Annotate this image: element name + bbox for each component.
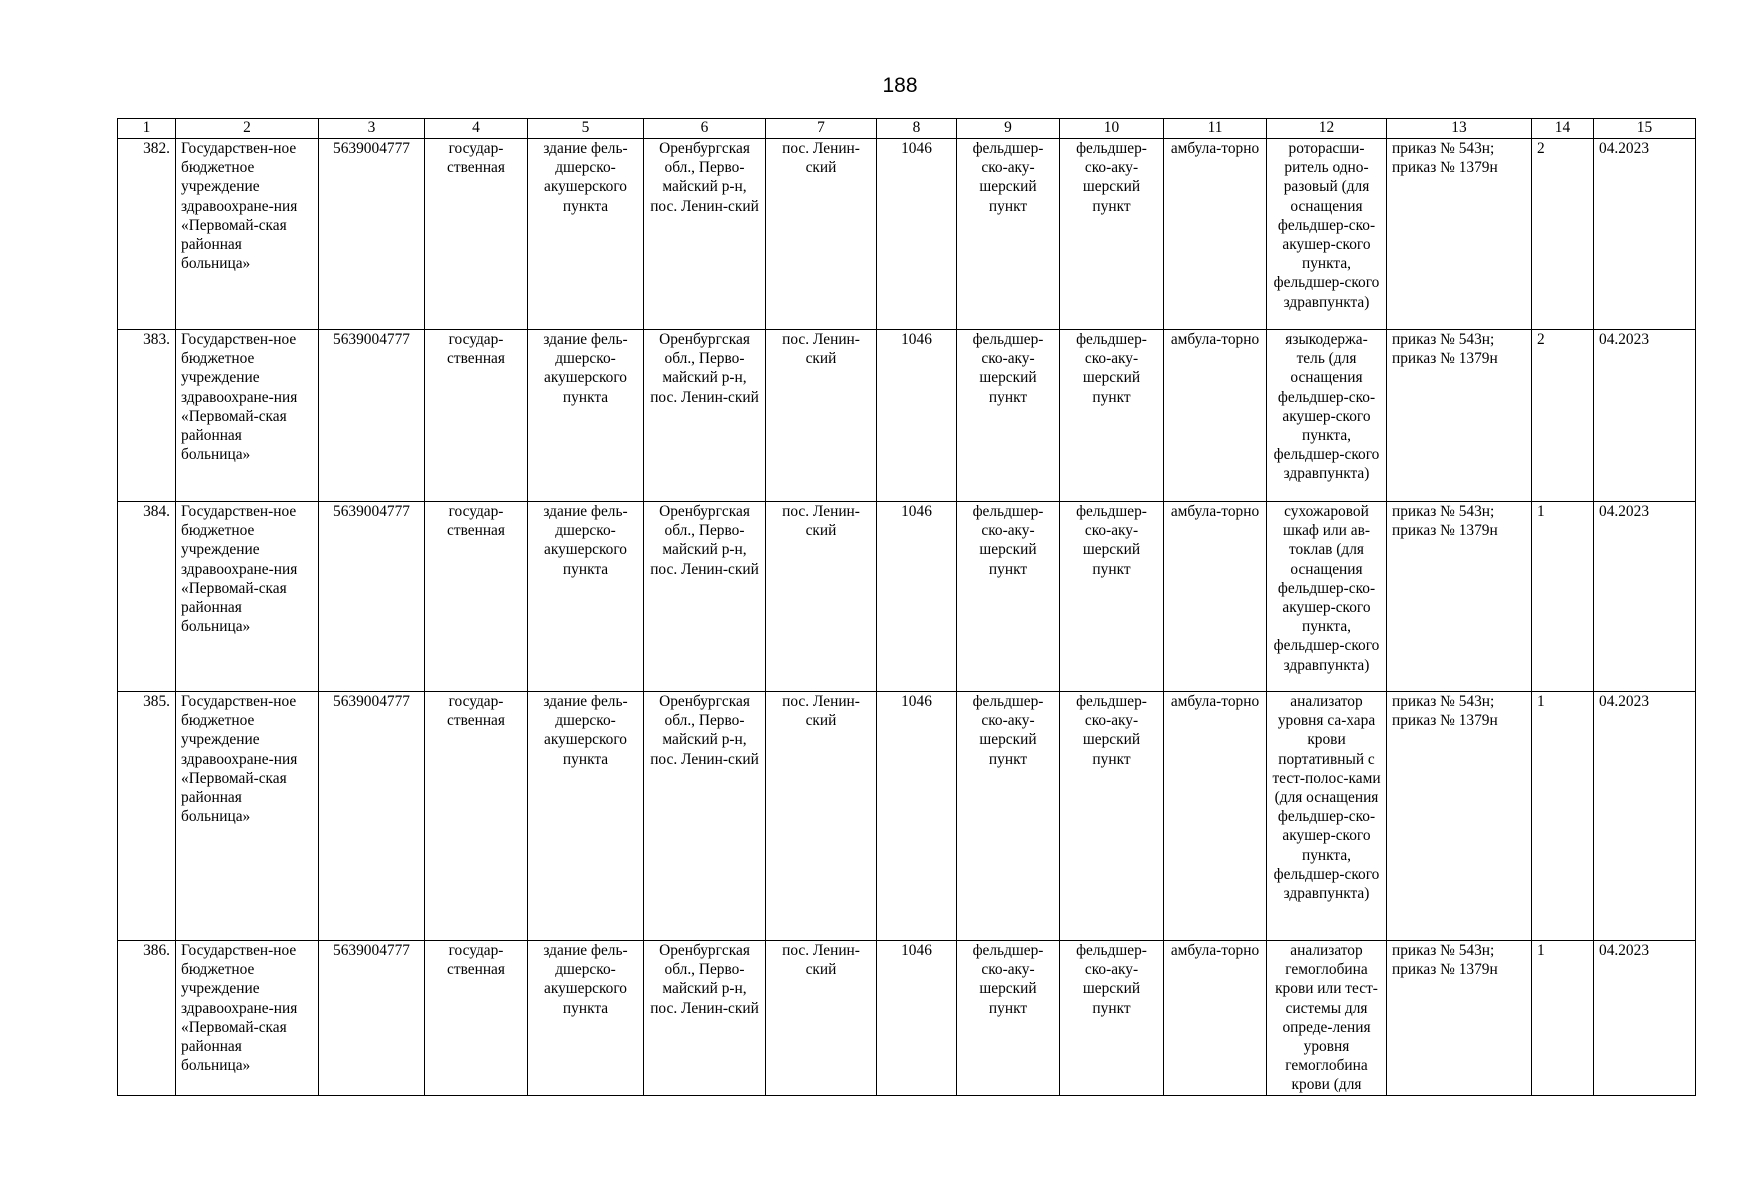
unit-type-cell: фельдшер-ско-аку-шерский пункт — [957, 139, 1060, 330]
code-cell: 1046 — [877, 692, 957, 941]
column-number: 13 — [1387, 119, 1532, 139]
row-number: 382. — [118, 139, 176, 330]
column-number: 5 — [528, 119, 644, 139]
date-cell: 04.2023 — [1594, 692, 1696, 941]
inn-cell: 5639004777 — [319, 941, 425, 1096]
inn-cell: 5639004777 — [319, 692, 425, 941]
unit-type-cell: фельдшер-ско-аку-шерский пункт — [957, 692, 1060, 941]
unit-type-cell: фельдшер-ско-аку-шерский пункт — [957, 502, 1060, 692]
code-cell: 1046 — [877, 330, 957, 502]
equipment-cell: анализатор гемоглобина крови или тест-системы для опреде-ления уровня гемоглобина крови (для — [1267, 941, 1387, 1096]
settlement-cell: пос. Ленин-ский — [766, 330, 877, 502]
table-row — [118, 502, 1696, 692]
date-cell: 04.2023 — [1594, 330, 1696, 502]
care-form-cell: амбула-торно — [1164, 139, 1267, 330]
settlement-cell: пос. Ленин-ский — [766, 139, 877, 330]
table-row — [118, 139, 1696, 330]
settlement-cell: пос. Ленин-ский — [766, 692, 877, 941]
care-form-cell: амбула-торно — [1164, 941, 1267, 1096]
building-cell: здание фель-дшерско-акушерского пункта — [528, 330, 644, 502]
order-cell: приказ № 543н; приказ № 1379н — [1387, 941, 1532, 1096]
quantity-cell: 1 — [1532, 502, 1594, 692]
inn-cell: 5639004777 — [319, 330, 425, 502]
organization-cell: Государствен-ное бюджетное учреждение здравоохране-ния «Первомай-ская районная больница» — [176, 139, 319, 330]
inn-cell: 5639004777 — [319, 139, 425, 330]
care-form-cell: амбула-торно — [1164, 692, 1267, 941]
column-number: 2 — [176, 119, 319, 139]
quantity-cell: 2 — [1532, 139, 1594, 330]
order-cell: приказ № 543н; приказ № 1379н — [1387, 692, 1532, 941]
table-row — [118, 692, 1696, 941]
ownership-cell: государ-ственная — [425, 941, 528, 1096]
quantity-cell: 2 — [1532, 330, 1594, 502]
column-number: 1 — [118, 119, 176, 139]
address-cell: Оренбургская обл., Перво-майский р-н, пос. Ленин-ский — [644, 502, 766, 692]
ownership-cell: государ-ственная — [425, 692, 528, 941]
unit-name-cell: фельдшер-ско-аку-шерский пункт — [1060, 502, 1164, 692]
date-cell: 04.2023 — [1594, 941, 1696, 1096]
column-number: 3 — [319, 119, 425, 139]
date-cell: 04.2023 — [1594, 502, 1696, 692]
address-cell: Оренбургская обл., Перво-майский р-н, пос. Ленин-ский — [644, 692, 766, 941]
organization-cell: Государствен-ное бюджетное учреждение здравоохране-ния «Первомай-ская районная больница» — [176, 941, 319, 1096]
care-form-cell: амбула-торно — [1164, 330, 1267, 502]
ownership-cell: государ-ственная — [425, 502, 528, 692]
row-number: 383. — [118, 330, 176, 502]
unit-name-cell: фельдшер-ско-аку-шерский пункт — [1060, 941, 1164, 1096]
order-cell: приказ № 543н; приказ № 1379н — [1387, 330, 1532, 502]
organization-cell: Государствен-ное бюджетное учреждение здравоохране-ния «Первомай-ская районная больница» — [176, 692, 319, 941]
registry-table — [117, 118, 1696, 1096]
equipment-cell: сухожаровой шкаф или ав-токлав (для оснащения фельдшер-ско-акушер-ского пункта, фельдшер-ского здравпункта) — [1267, 502, 1387, 692]
ownership-cell: государ-ственная — [425, 139, 528, 330]
unit-type-cell: фельдшер-ско-аку-шерский пункт — [957, 941, 1060, 1096]
column-number: 7 — [766, 119, 877, 139]
column-number: 4 — [425, 119, 528, 139]
table-row — [118, 330, 1696, 502]
inn-cell: 5639004777 — [319, 502, 425, 692]
settlement-cell: пос. Ленин-ский — [766, 941, 877, 1096]
address-cell: Оренбургская обл., Перво-майский р-н, пос. Ленин-ский — [644, 941, 766, 1096]
column-number: 14 — [1532, 119, 1594, 139]
code-cell: 1046 — [877, 502, 957, 692]
ownership-cell: государ-ственная — [425, 330, 528, 502]
order-cell: приказ № 543н; приказ № 1379н — [1387, 502, 1532, 692]
organization-cell: Государствен-ное бюджетное учреждение здравоохране-ния «Первомай-ская районная больница» — [176, 502, 319, 692]
date-cell: 04.2023 — [1594, 139, 1696, 330]
equipment-cell: анализатор уровня са-хара крови портативный с тест-полос-ками (для оснащения фельдшер-ско-акушер-ского пункта, фельдшер-ского здравпункта) — [1267, 692, 1387, 941]
unit-name-cell: фельдшер-ско-аку-шерский пункт — [1060, 330, 1164, 502]
address-cell: Оренбургская обл., Перво-майский р-н, пос. Ленин-ский — [644, 139, 766, 330]
organization-cell: Государствен-ное бюджетное учреждение здравоохране-ния «Первомай-ская районная больница» — [176, 330, 319, 502]
unit-type-cell: фельдшер-ско-аку-шерский пункт — [957, 330, 1060, 502]
settlement-cell: пос. Ленин-ский — [766, 502, 877, 692]
column-number: 10 — [1060, 119, 1164, 139]
code-cell: 1046 — [877, 941, 957, 1096]
column-number: 6 — [644, 119, 766, 139]
order-cell: приказ № 543н; приказ № 1379н — [1387, 139, 1532, 330]
building-cell: здание фель-дшерско-акушерского пункта — [528, 139, 644, 330]
unit-name-cell: фельдшер-ско-аку-шерский пункт — [1060, 139, 1164, 330]
page-number: 188 — [882, 74, 918, 97]
quantity-cell: 1 — [1532, 941, 1594, 1096]
column-number: 9 — [957, 119, 1060, 139]
row-number: 385. — [118, 692, 176, 941]
quantity-cell: 1 — [1532, 692, 1594, 941]
unit-name-cell: фельдшер-ско-аку-шерский пункт — [1060, 692, 1164, 941]
address-cell: Оренбургская обл., Перво-майский р-н, пос. Ленин-ский — [644, 330, 766, 502]
table-row — [118, 941, 1696, 1096]
column-number: 15 — [1594, 119, 1696, 139]
equipment-cell: роторасши-ритель одно-разовый (для оснащения фельдшер-ско-акушер-ского пункта, фельдшер-ского здравпункта) — [1267, 139, 1387, 330]
row-number: 386. — [118, 941, 176, 1096]
care-form-cell: амбула-торно — [1164, 502, 1267, 692]
row-number: 384. — [118, 502, 176, 692]
equipment-cell: языкодержа-тель (для оснащения фельдшер-ско-акушер-ского пункта, фельдшер-ского здравпункта) — [1267, 330, 1387, 502]
column-number: 8 — [877, 119, 957, 139]
column-number: 11 — [1164, 119, 1267, 139]
column-number: 12 — [1267, 119, 1387, 139]
building-cell: здание фель-дшерско-акушерского пункта — [528, 692, 644, 941]
code-cell: 1046 — [877, 139, 957, 330]
building-cell: здание фель-дшерско-акушерского пункта — [528, 941, 644, 1096]
building-cell: здание фель-дшерско-акушерского пункта — [528, 502, 644, 692]
column-number-row — [118, 119, 1696, 139]
